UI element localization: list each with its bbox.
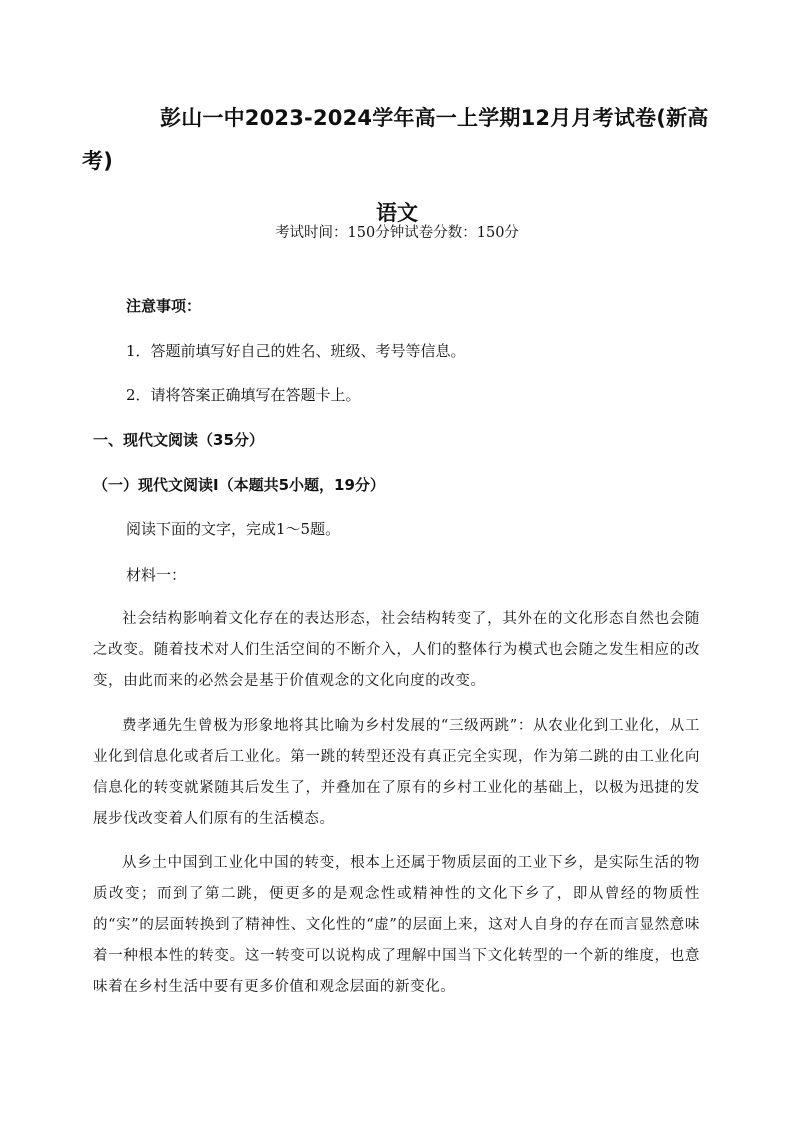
notice-item: 1．答题前填写好自己的姓名、班级、考号等信息。: [126, 342, 466, 360]
notice-item: 2．请将答案正确填写在答题卡上。: [126, 386, 361, 404]
page-title: 彭山一中2023-2024学年高一上学期12月月考试卷(新高考): [82, 106, 709, 173]
reading-instruction: 阅读下面的文字，完成1～5题。: [126, 520, 341, 538]
subject-heading: 语文: [376, 201, 418, 225]
material-label: 材料一：: [126, 566, 187, 584]
body-paragraph: 社会结构影响着文化存在的表达形态，社会结构转变了，其外在的文化形态自然也会随之改变。随着技术对人们生活空间的不断介入，人们的整体行为模式也会随之发生相应的改变，由此而来的必然会是基于价值观念的文化向度的改变。: [93, 611, 700, 689]
exam-info: 考试时间：150分钟试卷分数：150分: [275, 225, 519, 241]
body-paragraph: 费孝通先生曾极为形象地将其比喻为乡村发展的“三级两跳”：从农业化到工业化，从工业化到信息化或者后工业化。第一跳的转型还没有真正完全实现，作为第二跳的由工业化向信息化的转变就紧随其后发生了，并叠加在了原有的乡村工业化的基础上，以极为迅捷的发展步伐改变着人们原有的生活模态。: [93, 718, 700, 827]
body-paragraph: 从乡土中国到工业化中国的转变，根本上还属于物质层面的工业下乡，是实际生活的物质改变；而到了第二跳，便更多的是观念性或精神性的文化下乡了，即从曾经的物质性的“实”的层面转换到了精神性、文化性的“虚”的层面上来，这对人自身的存在而言显然意味着一种根本性的转变。这一转变可以说构成了理解中国当下文化转型的一个新的维度，也意味着在乡村生活中要有更多价值和观念层面的新变化。: [93, 855, 700, 995]
section-subheading: （一）现代文阅读Ⅰ（本题共5小题，19分）: [93, 476, 385, 494]
section-heading: 一、现代文阅读（35分）: [93, 431, 264, 449]
notice-heading: 注意事项：: [126, 297, 202, 315]
